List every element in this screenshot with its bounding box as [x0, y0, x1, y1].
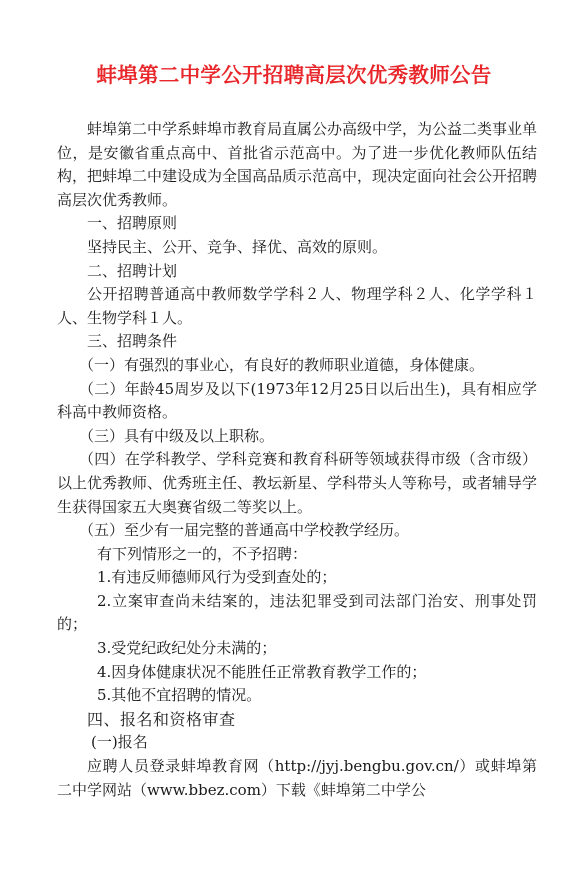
document-body: [57, 118, 537, 802]
condition-item: （一）有强烈的事业心，有良好的教师职业道德，身体健康。: [79, 355, 485, 374]
exclusion-item: 2.立案审查尚未结案的，违法犯罪受到司法部门治安、刑事处罚的；: [57, 591, 537, 634]
section-heading-principles: 一、招聘原则: [87, 214, 178, 233]
section-heading-plan: 二、招聘计划: [87, 261, 178, 280]
section-heading-registration: 四、报名和资格审查: [87, 709, 236, 729]
exclusion-intro: 有下列情形之一的，不予招聘：: [97, 544, 308, 563]
intro-paragraph: 蚌埠第二中学系蚌埠市教育局直属公办高级中学，为公益二类事业单位，是安徽省重点高中、首批省示范高中。为了进一步优化教师队伍结构，把蚌埠二中建设成为全国高品质示范高中，现决定面向社会公开招聘高层次优秀教师。: [57, 120, 538, 209]
condition-item: （五）至少有一届完整的普通高中学校教学经历。: [79, 521, 410, 540]
exclusion-item: 1.有违反师德师风行为受到查处的；: [97, 568, 337, 587]
subheading-registration: (一)报名: [91, 733, 148, 752]
exclusion-item: 3.受党纪政纪处分未满的；: [97, 639, 277, 658]
registration-text: 应聘人员登录蚌埠教育网（http://jyj.bengbu.gov.cn/）或蚌埠第二中学网站（www.bbez.com）下载《蚌埠第二中学公: [57, 757, 537, 799]
exclusion-item: 5.其他不宜招聘的情况。: [97, 686, 262, 705]
section-text-principles: 坚持民主、公开、竞争、择优、高效的原则。: [87, 237, 388, 256]
section-heading-conditions: 三、招聘条件: [87, 332, 178, 351]
exclusion-item: 4.因身体健康状况不能胜任正常教育教学工作的；: [97, 662, 427, 681]
condition-item: （三）具有中级及以上职称。: [79, 426, 275, 445]
document-title: 蚌埠第二中学公开招聘高层次优秀教师公告: [96, 63, 492, 87]
section-text-plan: 公开招聘普通高中教师数学学科２人、物理学科２人、化学学科１人、生物学科１人。: [57, 285, 537, 327]
condition-item: （四）在学科教学、学科竞赛和教育科研等领域获得市级（含市级）以上优秀教师、优秀班主任、教坛新星、学科带头人等称号，或者辅导学生获得国家五大奥赛省级二等奖以上。: [57, 450, 538, 516]
condition-item: （二）年龄45周岁及以下(1973年12月25日以后出生)，具有相应学科高中教师资格。: [57, 379, 537, 422]
